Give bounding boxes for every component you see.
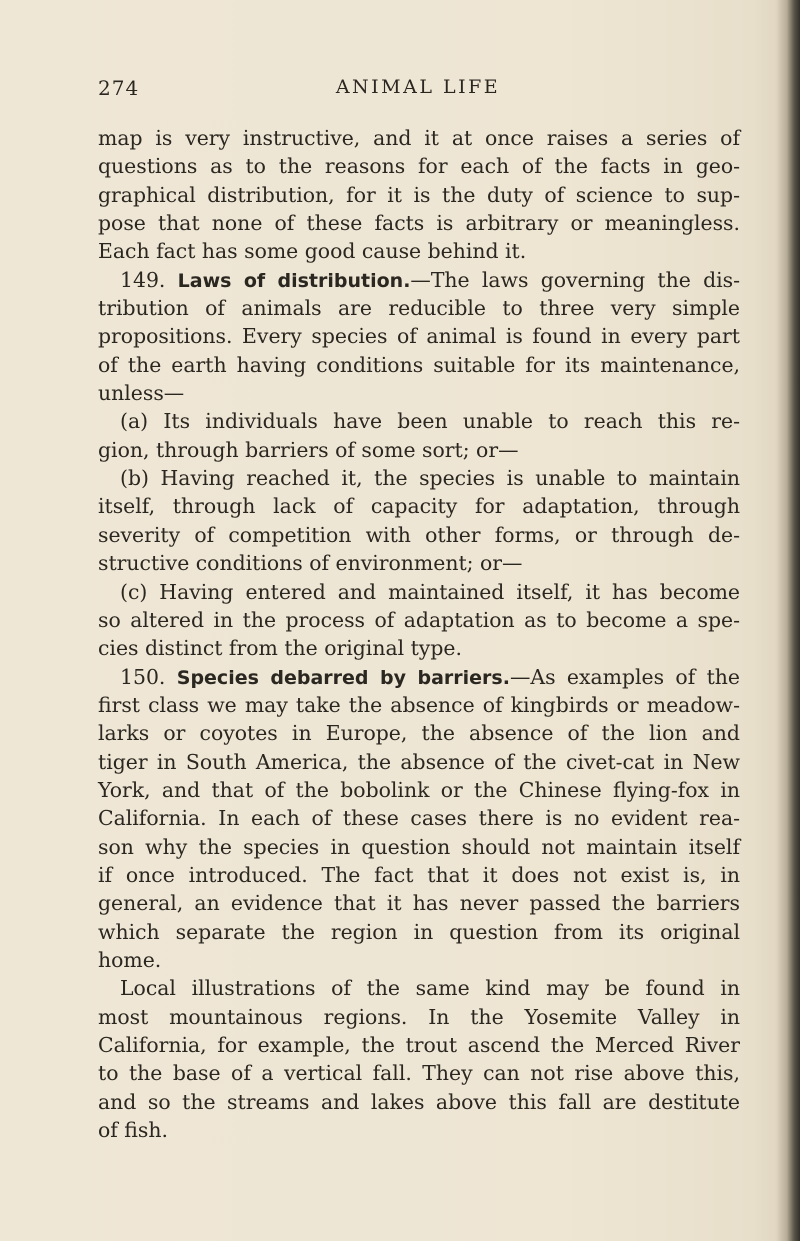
text-line — [98, 152, 740, 180]
text-line — [98, 1088, 740, 1116]
line-text: severity of competition with other forms, or through de- — [98, 522, 740, 547]
body-text — [98, 124, 740, 1144]
text-line — [98, 266, 740, 294]
line-text: first class we may take the absence of kingbirds or meadow- — [98, 692, 740, 717]
text-line — [98, 1059, 740, 1087]
line-text: unless— — [98, 381, 185, 406]
text-line — [98, 379, 740, 407]
section-number: 150. — [120, 664, 177, 689]
line-text: York, and that of the bobolink or the Chinese flying-fox in — [98, 777, 740, 802]
text-line — [98, 407, 740, 435]
text-line — [98, 124, 740, 152]
line-text: structive conditions of environment; or— — [98, 551, 523, 576]
line-text: of the earth having conditions suitable for its maintenance, — [98, 352, 740, 377]
line-text: so altered in the process of adaptation as to become a spe- — [98, 607, 740, 632]
line-text: which separate the region in question from its original — [98, 919, 740, 944]
line-text: —The laws governing the dis- — [410, 267, 740, 292]
section-heading: Species debarred by barriers. — [176, 666, 510, 689]
text-line — [98, 974, 740, 1002]
text-line — [98, 181, 740, 209]
line-text: general, an evidence that it has never passed the barriers — [98, 891, 740, 916]
line-text: Local illustrations of the same kind may be found in — [120, 976, 740, 1001]
line-text: tribution of animals are reducible to three very simple — [98, 296, 740, 321]
line-text: Each fact has some good cause behind it. — [98, 239, 527, 264]
text-line — [98, 946, 740, 974]
line-text: and so the streams and lakes above this fall are destitute — [98, 1089, 740, 1114]
text-line — [98, 1003, 740, 1031]
text-line — [98, 294, 740, 322]
text-line — [98, 606, 740, 634]
line-text: if once introduced. The fact that it does not exist is, in — [98, 862, 740, 887]
text-line — [98, 492, 740, 520]
line-text: pose that none of these facts is arbitrary or meaningless. — [98, 211, 740, 236]
text-line — [98, 549, 740, 577]
running-head: ANIMAL LIFE — [335, 76, 501, 98]
section-number: 149. — [120, 267, 178, 292]
line-text: (c) Having entered and maintained itself, it has become — [120, 579, 740, 604]
text-line — [98, 889, 740, 917]
text-line — [98, 861, 740, 889]
text-line — [98, 1031, 740, 1059]
line-text: California, for example, the trout ascend the Merced River — [98, 1033, 740, 1057]
line-text: itself, through lack of capacity for adaptation, through — [98, 494, 740, 519]
text-line — [98, 776, 740, 804]
page-number: 274 — [98, 76, 140, 100]
line-text: gion, through barriers of some sort; or— — [98, 437, 519, 462]
text-line — [98, 436, 740, 464]
text-line — [98, 1116, 740, 1144]
text-line — [98, 209, 740, 237]
text-line — [98, 833, 740, 861]
line-text: home. — [98, 947, 162, 972]
line-text: son why the species in question should not maintain itself — [98, 834, 740, 859]
line-text: (a) Its individuals have been unable to reach this re- — [120, 409, 740, 434]
text-line — [98, 691, 740, 719]
text-line — [98, 634, 740, 662]
line-text: tiger in South America, the absence of the civet-cat in New — [98, 749, 740, 774]
text-line — [98, 918, 740, 946]
line-text: larks or coyotes in Europe, the absence of the lion and — [98, 721, 740, 746]
text-line — [98, 464, 740, 492]
page-header — [98, 76, 738, 106]
line-text: map is very instructive, and it at once raises a series of — [98, 126, 740, 150]
text-line — [98, 663, 740, 691]
line-text: (b) Having reached it, the species is unable to maintain — [120, 466, 740, 491]
text-line — [98, 748, 740, 776]
line-text: questions as to the reasons for each of the facts in geo- — [98, 154, 740, 179]
line-text: —As examples of the — [509, 664, 740, 689]
text-line — [98, 237, 740, 265]
text-line — [98, 804, 740, 832]
line-text: to the base of a vertical fall. They can not rise above this, — [98, 1061, 740, 1086]
text-line — [98, 521, 740, 549]
page-gutter-shadow — [776, 0, 800, 1241]
text-line — [98, 322, 740, 350]
line-text: cies distinct from the original type. — [98, 636, 462, 661]
line-text: of fish. — [98, 1118, 168, 1143]
line-text: most mountainous regions. In the Yosemite Valley in — [98, 1004, 740, 1029]
section-heading: Laws of distribution. — [177, 269, 411, 292]
line-text: graphical distribution, for it is the duty of science to sup- — [98, 182, 740, 207]
line-text: propositions. Every species of animal is found in every part — [98, 324, 740, 349]
text-line — [98, 351, 740, 379]
text-line — [98, 719, 740, 747]
line-text: California. In each of these cases there is no evident rea- — [98, 806, 740, 831]
text-line — [98, 578, 740, 606]
